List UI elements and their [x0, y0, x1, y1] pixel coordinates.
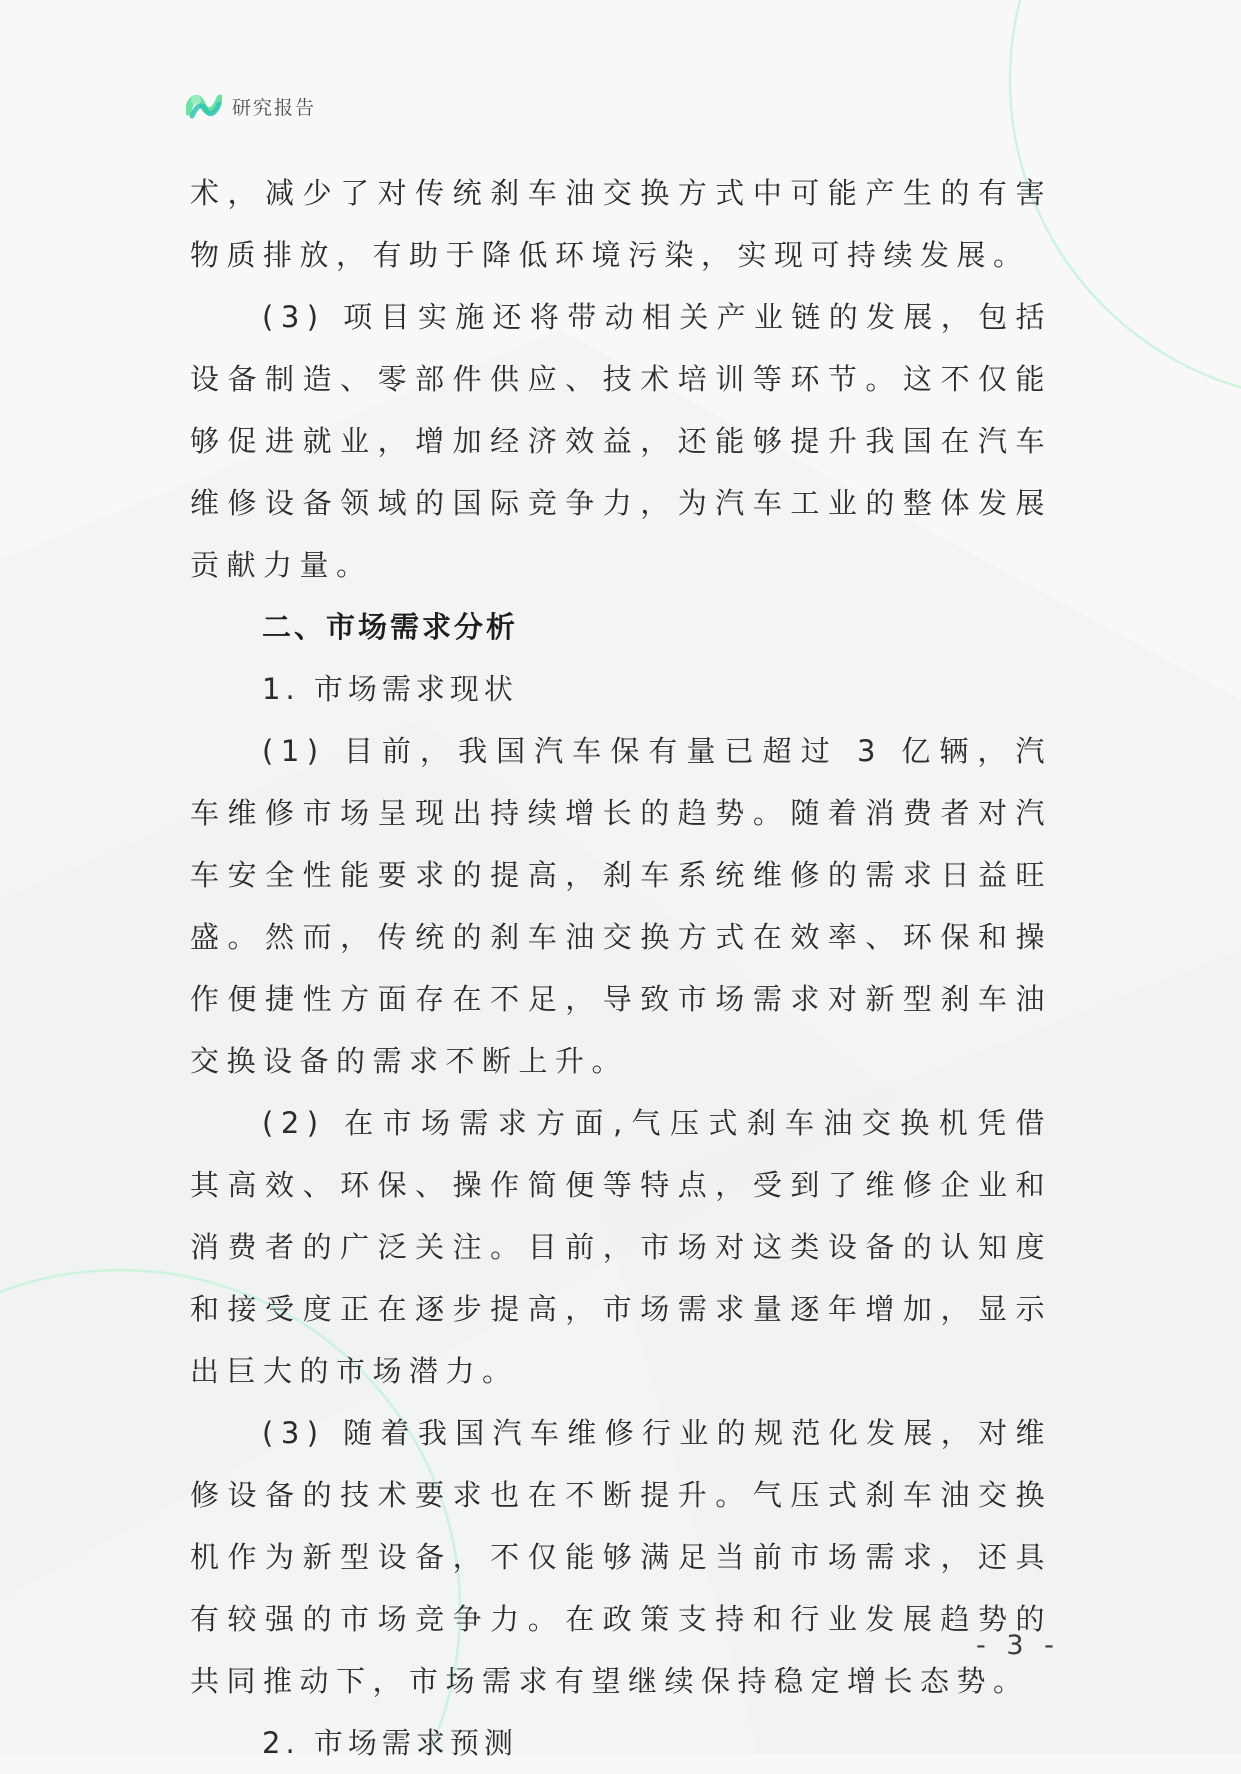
paragraph-industry-chain: (3) 项目实施还将带动相关产业链的发展，包括设备制造、零部件供应、技术培训等环节。这不仅能够促进就业，增加经济效益，还能够提升我国在汽车维修设备领域的国际竞争力，为汽车工业的整体发展贡献力量。	[190, 300, 1052, 582]
paragraph-continuation: 术，减少了对传统刹车油交换方式中可能产生的有害物质排放，有助于降低环境污染，实现可持续发展。	[190, 176, 1052, 272]
header-title: 研究报告	[232, 96, 317, 119]
report-header	[186, 88, 316, 124]
subsection-heading-current: 1. 市场需求现状	[262, 672, 518, 706]
page-number: - 3 -	[976, 1630, 1060, 1661]
section-heading: 二、市场需求分析	[262, 610, 519, 644]
paragraph-market-status-1: (1) 目前，我国汽车保有量已超过 3 亿辆，汽车维修市场呈现出持续增长的趋势。随着消费者对汽车安全性能要求的提高，刹车系统维修的需求日益旺盛。然而，传统的刹车油交换方式在效率、环保和操作便捷性方面存在不足，导致市场需求对新型刹车油交换设备的需求不断上升。	[190, 734, 1052, 1078]
brand-logo-icon	[186, 90, 222, 122]
subsection-heading-forecast: 2. 市场需求预测	[262, 1726, 518, 1760]
paragraph-market-status-2: (2) 在市场需求方面,气压式刹车油交换机凭借其高效、环保、操作简便等特点，受到了维修企业和消费者的广泛关注。目前，市场对这类设备的认知度和接受度正在逐步提高，市场需求量逐年增加，显示出巨大的市场潜力。	[190, 1106, 1052, 1388]
paragraph-market-status-3: (3) 随着我国汽车维修行业的规范化发展，对维修设备的技术要求也在不断提升。气压式刹车油交换机作为新型设备，不仅能够满足当前市场需求，还具有较强的市场竞争力。在政策支持和行业发展趋势的共同推动下，市场需求有望继续保持稳定增长态势。	[190, 1416, 1052, 1698]
document-body	[190, 162, 1052, 1774]
